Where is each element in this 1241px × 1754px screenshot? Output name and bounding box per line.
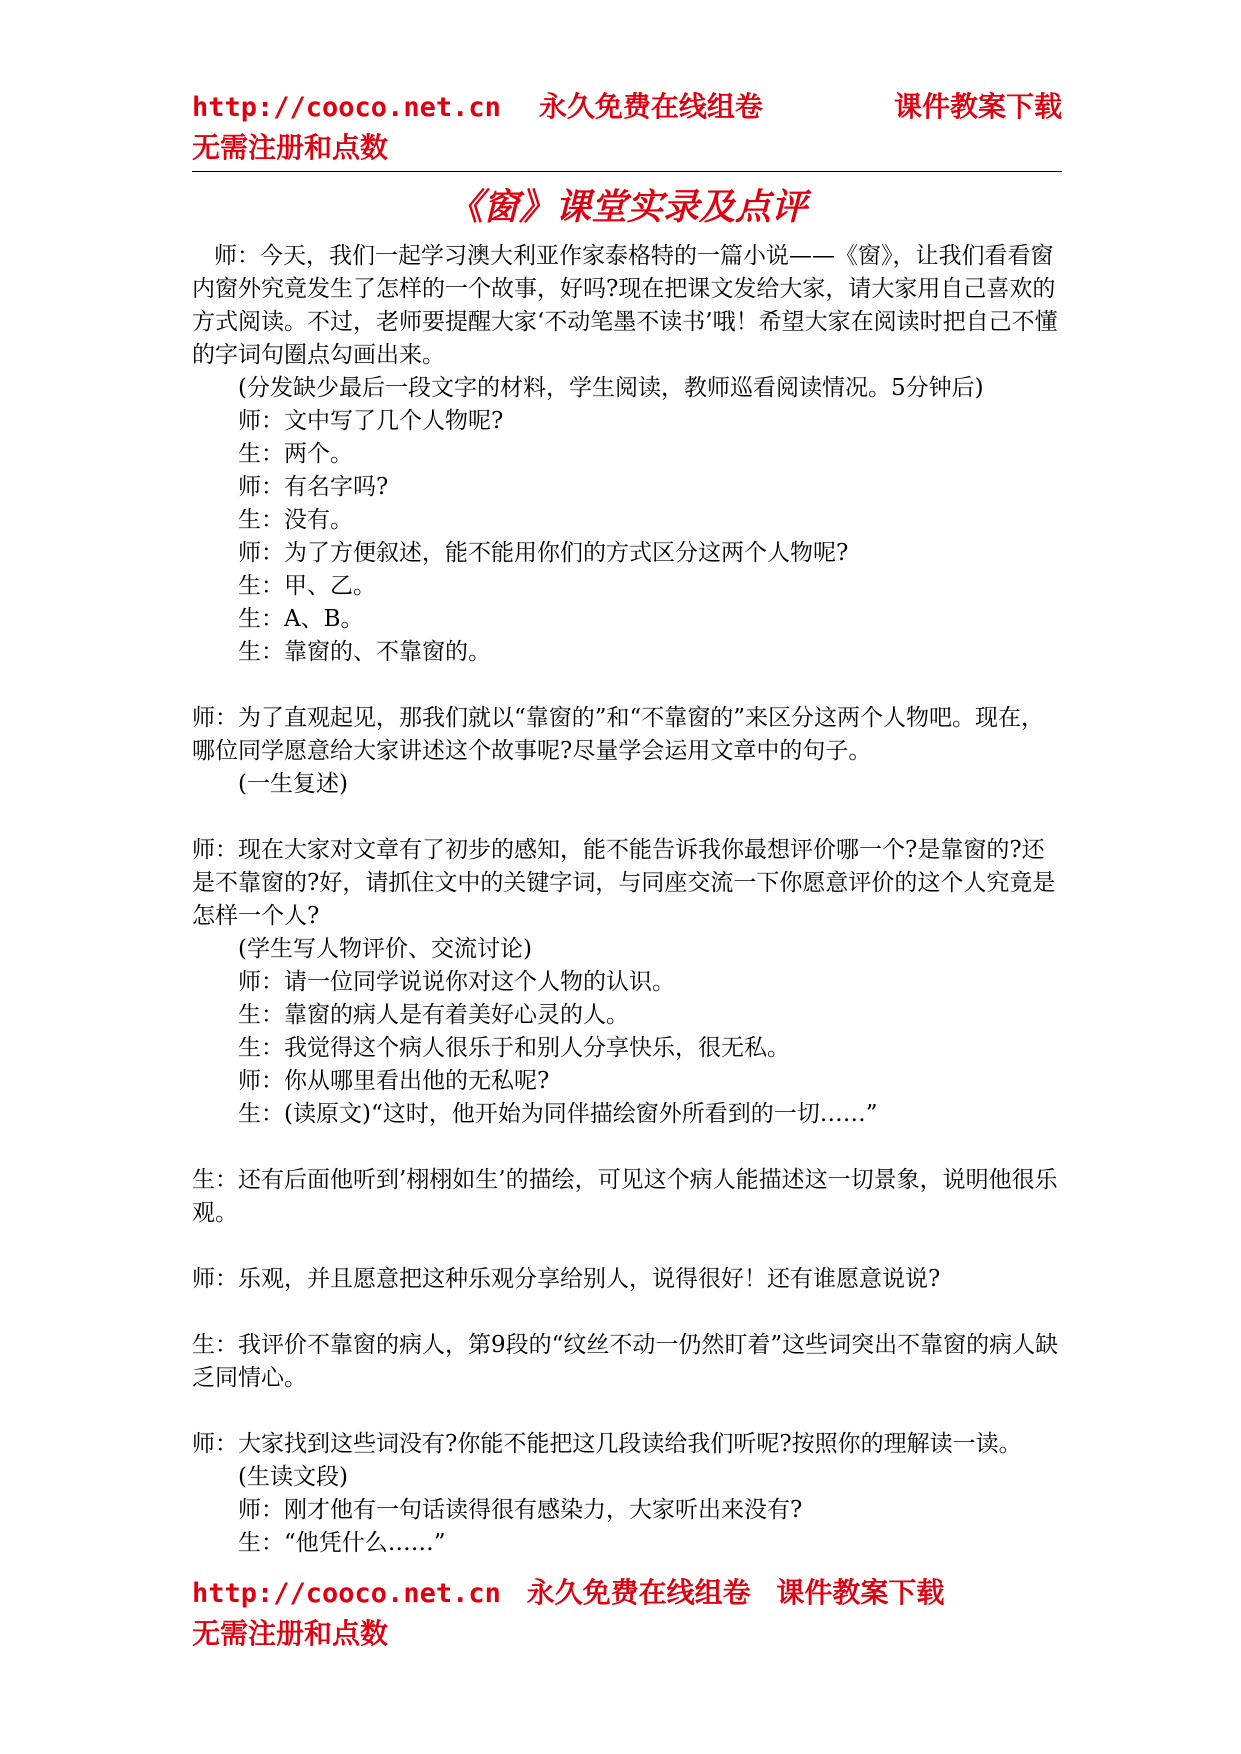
header-line-2: 无需注册和点数 (192, 131, 389, 164)
paragraph: 师：请一位同学说说你对这个人物的认识。 (238, 969, 675, 995)
paragraph: 师：为了直观起见，那我们就以“靠窗的”和“不靠窗的”来区分这两个人物吧。现在，哪位同学愿意给大家讲述这个故事呢?尽量学会运用文章中的句子。 (192, 705, 1045, 764)
paragraph: 生：“他凭什么……” (238, 1530, 446, 1556)
paragraph: 师：为了方便叙述，能不能用你们的方式区分这两个人物呢? (238, 540, 849, 566)
paragraph: 生：靠窗的、不靠窗的。 (238, 639, 491, 665)
paragraph: 生：A、B。 (238, 606, 364, 632)
header-divider (192, 171, 1062, 172)
header-slogan-free-exam: 永久免费在线组卷 (538, 90, 763, 123)
paragraph: 师：刚才他有一句话读得很有感染力，大家听出来没有? (238, 1497, 803, 1523)
paragraph: 生：我觉得这个病人很乐于和别人分享快乐，很无私。 (238, 1035, 790, 1061)
paragraph: 生：我评价不靠窗的病人，第9段的“纹丝不动一仍然盯着”这些词突出不靠窗的病人缺乏同情心。 (192, 1332, 1059, 1391)
document-title: 《窗》课堂实录及点评 (446, 187, 807, 228)
paragraph: 师：有名字吗? (238, 474, 389, 500)
document-body (192, 240, 1062, 1560)
paragraph: 生：还有后面他听到’栩栩如生’的描绘，可见这个病人能描述这一切景象，说明他很乐观。 (192, 1167, 1058, 1226)
paragraph: 生：甲、乙。 (238, 573, 376, 599)
header-slogan-download: 课件教案下载 (893, 90, 1062, 123)
paragraph: 生：没有。 (238, 507, 353, 533)
paragraph: (学生写人物评价、交流讨论) (238, 936, 532, 962)
footer-slogan-download: 课件教案下载 (776, 1576, 945, 1609)
paragraph: 师：今天，我们一起学习澳大利亚作家泰格特的一篇小说——《窗》，让我们看看窗内窗外究竟发生了怎样的一个故事，好吗?现在把课文发给大家，请大家用自己喜欢的方式阅读。不过，老师要提醒大家‘不动笔墨不读书’哦！希望大家在阅读时把自己不懂的字词句圈点勾画出来。 (192, 243, 1058, 368)
page-header (192, 88, 1062, 167)
footer-slogan-free-exam: 永久免费在线组卷 (526, 1576, 751, 1609)
paragraph: 师：大家找到这些词没有?你能不能把这几段读给我们听呢?按照你的理解读一读。 (192, 1431, 1022, 1457)
footer-url-link[interactable]: http://cooco.net.cn (192, 1578, 501, 1609)
footer-line-1 (192, 1574, 1062, 1613)
paragraph: 生：靠窗的病人是有着美好心灵的人。 (238, 1002, 629, 1028)
page-footer (192, 1574, 1062, 1653)
paragraph: 师：文中写了几个人物呢? (238, 408, 504, 434)
header-line-1 (192, 88, 1062, 127)
paragraph: (分发缺少最后一段文字的材料，学生阅读，教师巡看阅读情况。5分钟后) (238, 375, 984, 401)
footer-line-2: 无需注册和点数 (192, 1617, 389, 1650)
paragraph: 生：两个。 (238, 441, 353, 467)
paragraph: (一生复述) (238, 771, 348, 797)
paragraph: 师：现在大家对文章有了初步的感知，能不能告诉我你最想评价哪一个?是靠窗的?还是不靠窗的?好，请抓住文中的关键字词，与同座交流一下你愿意评价的这个人究竟是怎样一个人? (192, 837, 1056, 929)
paragraph: 生：(读原文)“这时，他开始为同伴描绘窗外所看到的一切……” (238, 1101, 878, 1127)
header-url-link[interactable]: http://cooco.net.cn (192, 92, 501, 123)
paragraph: 师：你从哪里看出他的无私呢? (238, 1068, 550, 1094)
paragraph: 师：乐观，并且愿意把这种乐观分享给别人，说得很好！还有谁愿意说说? (192, 1266, 941, 1292)
paragraph: (生读文段) (238, 1464, 348, 1490)
